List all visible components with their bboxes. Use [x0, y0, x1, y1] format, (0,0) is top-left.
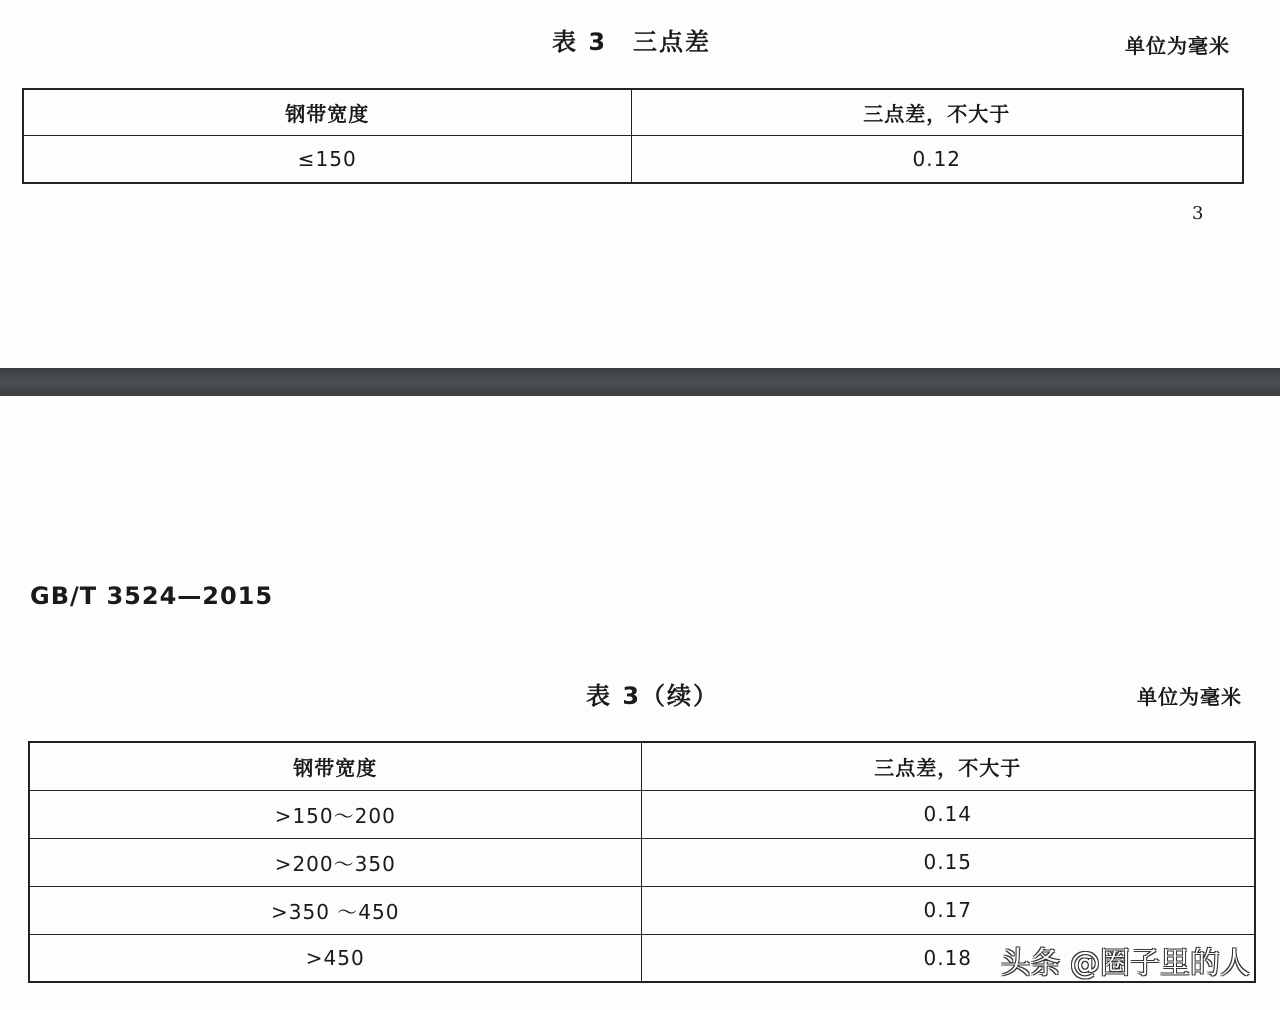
unit-label: 单位为毫米 — [1137, 685, 1242, 709]
cell-deviation: 0.18 — [641, 934, 1255, 982]
table-row — [23, 135, 1243, 183]
cell-deviation: 0.12 — [631, 135, 1243, 183]
table-title-continued: 表 3（续） — [586, 682, 720, 710]
cell-deviation: 0.17 — [641, 886, 1255, 934]
page-divider — [0, 368, 1280, 396]
column-header-width: 钢带宽度 — [23, 89, 631, 135]
table-header-row — [23, 89, 1243, 135]
spec-table-top — [22, 88, 1244, 184]
unit-label: 单位为毫米 — [1125, 34, 1230, 58]
table-header-row — [29, 742, 1255, 790]
cell-width: >200～350 — [29, 838, 641, 886]
standard-header: GB/T 3524—2015 — [30, 582, 274, 610]
cell-width: ≤150 — [23, 135, 631, 183]
column-header-deviation: 三点差，不大于 — [631, 89, 1243, 135]
column-header-width: 钢带宽度 — [29, 742, 641, 790]
table-row — [29, 790, 1255, 838]
bottom-page — [0, 396, 1280, 1010]
table-row — [29, 838, 1255, 886]
cell-width: >350 ～450 — [29, 886, 641, 934]
column-header-deviation: 三点差，不大于 — [641, 742, 1255, 790]
cell-deviation: 0.14 — [641, 790, 1255, 838]
table-title: 表 3 三点差 — [552, 28, 712, 56]
top-page — [0, 0, 1280, 368]
page-number: 3 — [1192, 203, 1204, 224]
watermark: 头条 @圈子里的人 — [1000, 946, 1250, 981]
cell-width: >450 — [29, 934, 641, 982]
cell-width: >150～200 — [29, 790, 641, 838]
cell-deviation: 0.15 — [641, 838, 1255, 886]
table-row — [29, 886, 1255, 934]
